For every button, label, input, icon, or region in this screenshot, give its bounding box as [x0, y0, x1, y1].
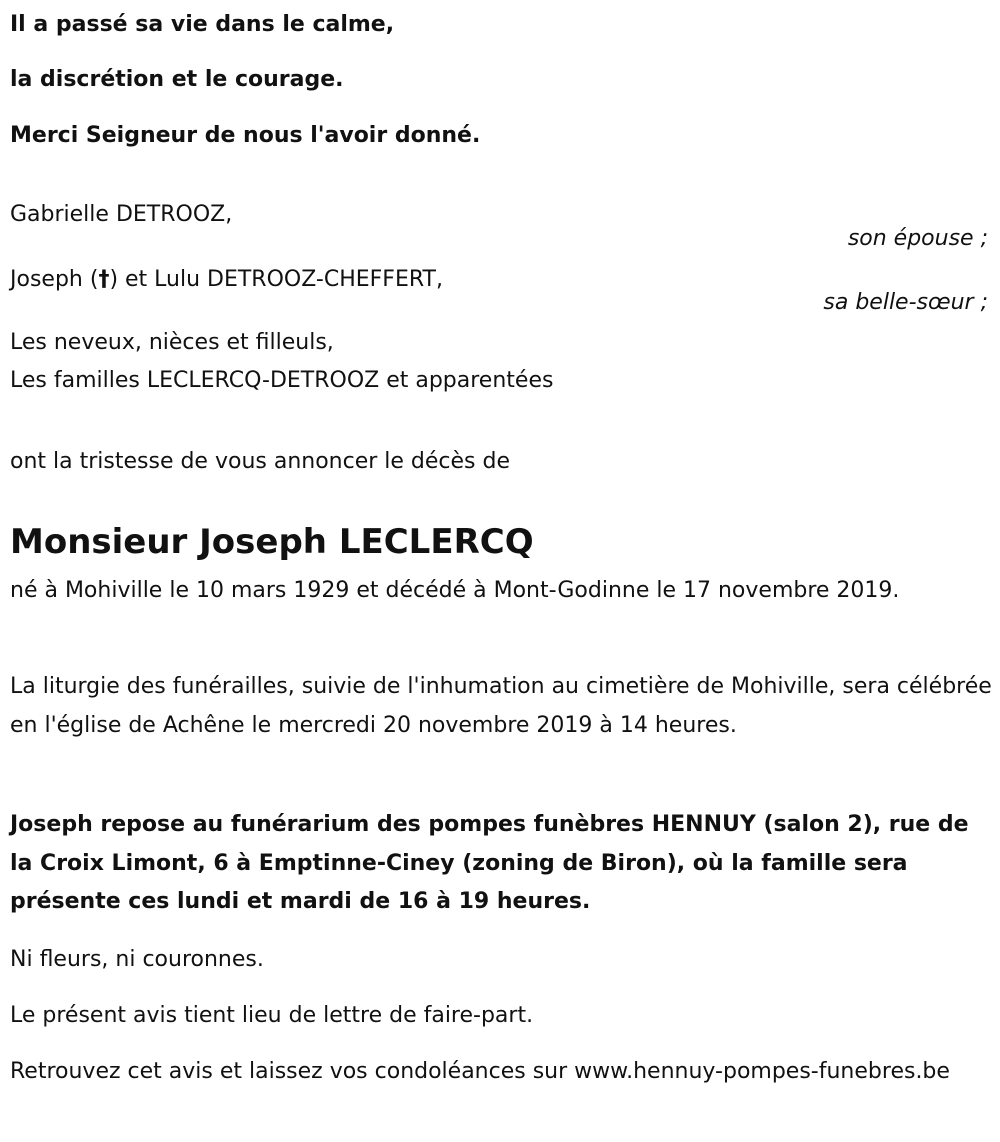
flowers-note: Ni fleurs, ni couronnes.	[10, 947, 264, 972]
verse-line-1: Il a passé sa vie dans le calme,	[10, 12, 395, 37]
notice-note: Le présent avis tient lieu de lettre de faire-part.	[10, 1003, 534, 1028]
deceased-name: Monsieur Joseph LECLERCQ	[10, 522, 534, 562]
birth-death-info: né à Mohiville le 10 mars 1929 et décédé à Mont-Godinne le 17 novembre 2019.	[10, 578, 900, 603]
family-member-2	[10, 267, 443, 292]
visitation-info: Joseph repose au funérarium des pompes funèbres HENNUY (salon 2), rue de la Croix Limont, 6 à Emptinne-Ciney (zoning de Biron), où la famille sera présente ces lundi et mardi de 16 à 19 heures.	[10, 812, 969, 914]
others-line-1: Les neveux, nièces et filleuls,	[10, 330, 334, 355]
verse-line-2: la discrétion et le courage.	[10, 67, 344, 92]
name-prefix: Joseph (	[10, 267, 99, 292]
family-member-1: Gabrielle DETROOZ,	[10, 202, 233, 227]
verse-line-3: Merci Seigneur de nous l'avoir donné.	[10, 123, 481, 148]
family-relation-1: son épouse ;	[847, 226, 988, 251]
others-line-2: Les familles LECLERCQ-DETROOZ et apparentées	[10, 368, 554, 393]
announcement: ont la tristesse de vous annoncer le décès de	[10, 449, 511, 474]
family-relation-2: sa belle-sœur ;	[823, 290, 988, 315]
cross-icon: †	[98, 267, 110, 292]
name-suffix: ) et Lulu DETROOZ-CHEFFERT,	[109, 267, 443, 292]
liturgy-info: La liturgie des funérailles, suivie de l'inhumation au cimetière de Mohiville, sera célébrée en l'église de Achêne le mercredi 20 novembre 2019 à 14 heures.	[10, 674, 992, 738]
condolences-note: Retrouvez cet avis et laissez vos condoléances sur www.hennuy-pompes-funebres.be	[10, 1059, 950, 1084]
